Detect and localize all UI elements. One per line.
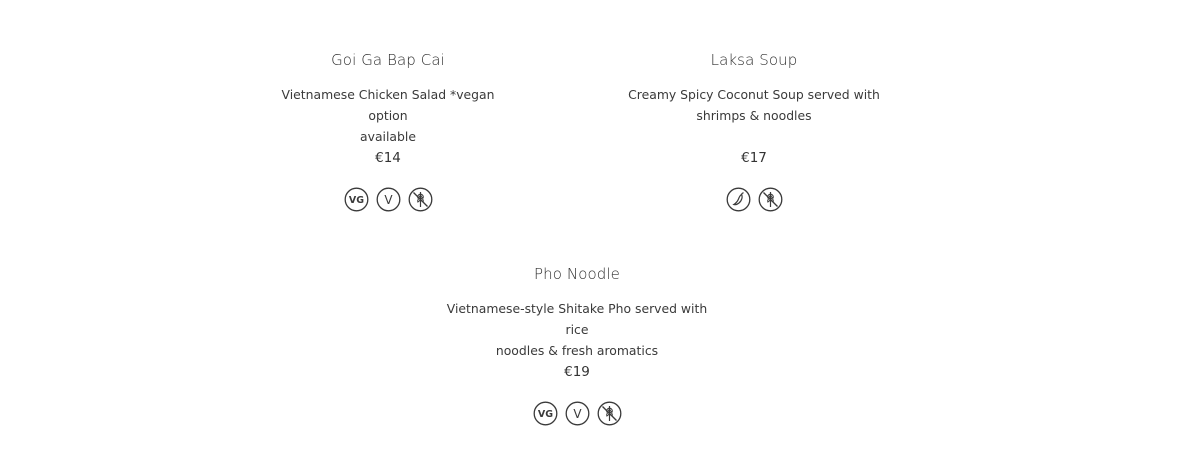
dish-description	[436, 298, 718, 361]
vegetarian-icon-label: V	[572, 407, 582, 421]
dish-description	[263, 84, 513, 147]
gluten-free-icon	[597, 401, 622, 426]
gluten-free-icon	[758, 187, 783, 212]
dietary-icons	[436, 401, 718, 426]
spicy-chili-icon	[726, 187, 751, 212]
dietary-icons	[628, 187, 880, 212]
dish-description	[628, 84, 880, 126]
vegan-icon-label: VG	[537, 409, 553, 421]
vegan-icon	[533, 401, 558, 426]
vegetarian-icon	[565, 401, 590, 426]
menu-item-pho-noodle	[436, 264, 718, 434]
dish-price: €17	[741, 150, 767, 166]
dish-description-line: Vietnamese-style Shitake Pho served with rice	[446, 301, 708, 337]
dish-description-line: available	[360, 129, 416, 144]
dish-price: €14	[375, 150, 401, 166]
dish-price: €19	[564, 364, 590, 380]
dish-description-line: Vietnamese Chicken Salad *vegan option	[281, 87, 495, 123]
dish-description-line: shrimps & noodles	[696, 108, 812, 123]
menu-item-goi-ga-bap-cai	[263, 50, 513, 220]
dish-name: Laksa Soup	[710, 51, 798, 69]
dish-name: Pho Noodle	[534, 265, 620, 283]
dietary-icons	[263, 187, 513, 212]
vegan-icon	[344, 187, 369, 212]
dish-name: Goi Ga Bap Cai	[331, 51, 445, 69]
vegan-icon-label: VG	[348, 195, 364, 207]
dish-description-line: Creamy Spicy Coconut Soup served with	[628, 87, 880, 102]
gluten-free-icon	[408, 187, 433, 212]
vegetarian-icon	[376, 187, 401, 212]
vegetarian-icon-label: V	[383, 193, 393, 207]
menu-item-laksa-soup	[628, 50, 880, 220]
dish-description-line: noodles & fresh aromatics	[495, 343, 659, 358]
